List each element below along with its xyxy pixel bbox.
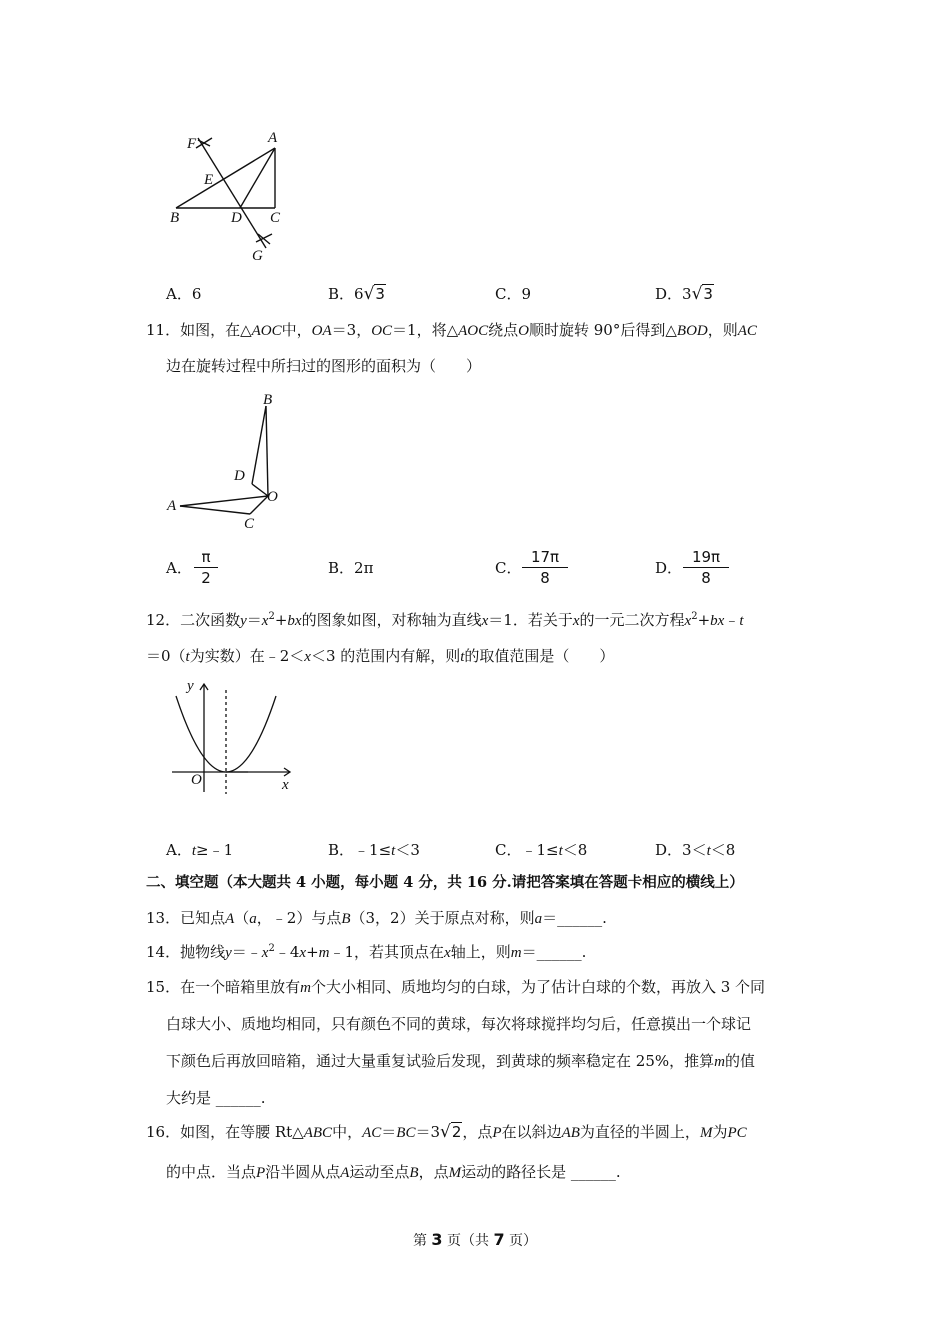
page-total: 7 — [493, 1230, 505, 1249]
q15-stem-line4: 大约是 ______. — [166, 1089, 266, 1107]
q11-option-a-fraction: π 2 — [194, 548, 218, 587]
q11-option-c-key: C． — [495, 559, 522, 577]
q12-option-c: C．﹣1≤t＜8 — [495, 841, 588, 859]
q10-label-c: C — [270, 210, 281, 226]
q15-stem-line1: 15．在一个暗箱里放有m个大小相同、质地均匀的白球，为了估计白球的个数，再放入 3 个同 — [146, 978, 766, 996]
q15-stem-line3: 下颜色后再放回暗箱，通过大量重复试验后发现，到黄球的频率稳定在 25%，推算m的值 — [166, 1052, 755, 1070]
q10-option-b: B．6√3 — [328, 284, 385, 304]
q12-label-y: y — [187, 678, 194, 694]
q12-label-x: x — [282, 777, 289, 793]
q12-label-o: O — [191, 772, 202, 788]
q12-option-b: B．﹣1≤t＜3 — [328, 841, 420, 859]
q11-stem-line1: 11．如图，在△AOC中，OA＝3，OC＝1，将△AOC绕点O顺时旋转 90°后得到△BOD，则AC — [146, 321, 757, 339]
q10-option-a: A．6 — [166, 285, 202, 303]
q12-option-a: A．t≥﹣1 — [166, 841, 234, 859]
q11-label-a: A — [167, 498, 177, 514]
q10-label-b: B — [170, 210, 180, 226]
q10-label-a: A — [268, 130, 278, 146]
q10-label-d: D — [231, 210, 242, 226]
q10-figure — [160, 120, 300, 270]
q16-stem-line1: 16．如图，在等腰 Rt△ABC中，AC＝BC＝3√2，点P在以斜边AB为直径的半圆上，M为PC — [146, 1122, 747, 1142]
q11-option-a-key: A． — [166, 559, 192, 577]
q15-stem-line2: 白球大小、质地均相同，只有颜色不同的黄球，每次将球搅拌均匀后，任意摸出一个球记 — [166, 1015, 752, 1033]
q11-label-d: D — [234, 468, 245, 484]
q14-stem: 14．抛物线$y=﹣x^2﹣4x+m﹣1$，若其顶点在x轴上，则m＝______. — [146, 943, 587, 961]
q10-label-e: E — [204, 172, 214, 188]
q10-option-d: D．3√3 — [655, 284, 713, 304]
q12-figure — [162, 676, 302, 796]
page-footer: 第 3 页（共 7 页） — [412, 1230, 538, 1249]
page-number: 3 — [431, 1230, 443, 1249]
q11-option-d-fraction: 19π 8 — [683, 548, 729, 587]
q11-option-c-fraction: 17π 8 — [522, 548, 568, 587]
section-2-title: 二、填空题（本大题共 4 小题，每小题 4 分，共 16 分.请把答案填在答题卡相应的横线上） — [146, 874, 744, 891]
q13-stem: 13．已知点A（a，﹣2）与点B（3，2）关于原点对称，则a＝______. — [146, 909, 607, 927]
q11-label-b: B — [263, 392, 273, 408]
q12-option-d: D．3＜t＜8 — [655, 841, 736, 859]
q11-option-b: B．2π — [328, 559, 374, 577]
sqrt-symbol: √3 — [363, 284, 385, 304]
q16-stem-line2: 的中点．当点P沿半圆从点A运动至点B，点M运动的路径长是 ______. — [166, 1163, 621, 1181]
q10-option-c: C．9 — [495, 285, 532, 303]
q11-label-c: C — [244, 516, 255, 532]
q11-figure — [160, 388, 300, 534]
q10-label-f: F — [187, 136, 197, 152]
q11-option-d-key: D． — [655, 559, 683, 577]
q11-label-o: O — [267, 489, 278, 505]
q10-label-g: G — [252, 248, 263, 264]
q12-stem-line2: ＝0（t为实数）在﹣2＜x＜3 的范围内有解，则t的取值范围是（ ） — [146, 647, 615, 665]
sqrt-symbol: √2 — [440, 1122, 462, 1142]
sqrt-symbol: √3 — [691, 284, 713, 304]
q11-stem-line2: 边在旋转过程中所扫过的图形的面积为（ ） — [166, 357, 482, 375]
q12-stem-line1: 12．二次函数$y=x^2+bx$的图象如图，对称轴为直线x＝1．若关于x的一元二次方程$x^2+bx﹣t$ — [146, 611, 744, 629]
